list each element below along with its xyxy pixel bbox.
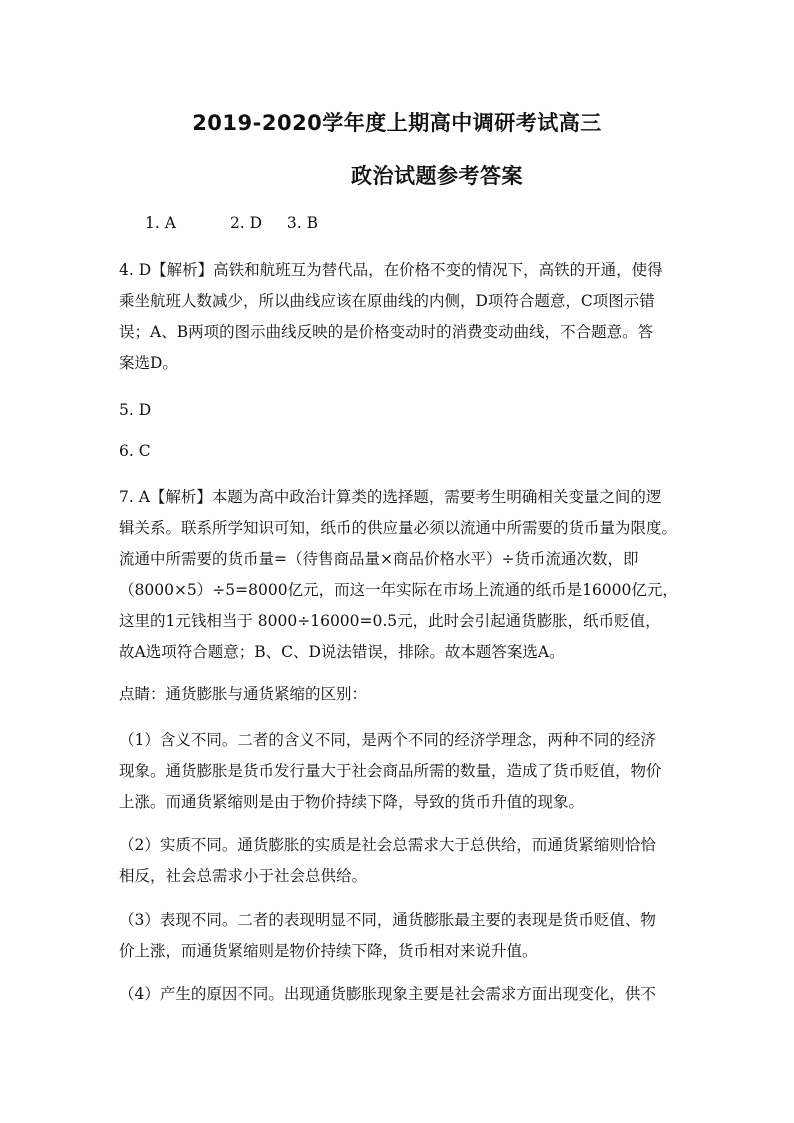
difference-1: [119, 725, 684, 818]
difference-2: [119, 830, 684, 892]
answer-3: 3. B: [286, 214, 318, 232]
text-line: （1）含义不同。二者的含义不同，是两个不同的经济学理念，两种不同的经济: [119, 731, 656, 749]
answer-2: 2. D: [229, 214, 263, 232]
text-line: （4）产生的原因不同。出现通货膨胀现象主要是社会需求方面出现变化，供不: [119, 985, 656, 1003]
text-line: （3）表现不同。二者的表现明显不同，通货膨胀最主要的表现是货币贬值、物: [119, 911, 656, 929]
page-subtitle: 政治试题参考答案: [351, 164, 523, 188]
text-line: 流通中所需要的货币量=（待售商品量×商品价格水平）÷货币流通次数，即: [119, 550, 639, 568]
difference-3: [119, 905, 684, 967]
text-line: 现象。通货膨胀是货币发行量大于社会商品所需的数量，造成了货币贬值，物价: [119, 762, 662, 780]
text-line: 误；A、B两项的图示曲线反映的是价格变动时的消费变动曲线，不合题意。答: [119, 323, 654, 341]
text-line: 相反，社会总需求小于社会总供给。: [119, 867, 368, 885]
text-line: 6. C: [119, 442, 151, 460]
text-line: （8000×5）÷5=8000亿元，而这一年实际在市场上流通的纸币是16000亿元，: [119, 581, 678, 599]
tip-heading: [119, 679, 684, 710]
text-line: 这里的1元钱相当于 8000÷16000=0.5元，此时会引起通货膨胀，纸币贬值，: [119, 612, 661, 630]
answer-5: [119, 395, 684, 426]
text-line: 案选D。: [119, 354, 178, 372]
text-line: 乘坐航班人数减少，所以曲线应该在原曲线的内侧，D项符合题意，C项图示错: [119, 292, 655, 310]
text-line: 辑关系。联系所学知识可知，纸币的供应量必须以流通中所需要的货币量为限度。: [119, 519, 678, 537]
text-line: 7. A【解析】本题为高中政治计算类的选择题，需要考生明确相关变量之间的逻: [119, 488, 662, 506]
page-title: 2019-2020学年度上期高中调研考试高三: [192, 111, 602, 135]
answer-6: [119, 436, 684, 467]
answer-1: 1. A: [145, 214, 176, 232]
text-line: 点睛：通货膨胀与通货紧缩的区别：: [119, 685, 368, 703]
text-line: （2）实质不同。通货膨胀的实质是社会总需求大于总供给，而通货紧缩则恰恰: [119, 836, 656, 854]
difference-4: [119, 979, 684, 1010]
answer-7-paragraph: [119, 482, 684, 668]
text-line: 上涨。而通货紧缩则是由于物价持续下降，导致的货币升值的现象。: [119, 793, 585, 811]
text-line: 5. D: [119, 401, 152, 419]
answers-row-1-3: [145, 213, 715, 233]
text-line: 价上涨，而通货紧缩则是物价持续下降，货币相对来说升值。: [119, 942, 538, 960]
text-line: 故A选项符合题意；B、C、D说法错误，排除。故本题答案选A。: [119, 643, 565, 661]
answer-4-paragraph: [119, 255, 684, 379]
text-line: 4. D【解析】高铁和航班互为替代品，在价格不变的情况下，高铁的开通，使得: [119, 261, 663, 279]
